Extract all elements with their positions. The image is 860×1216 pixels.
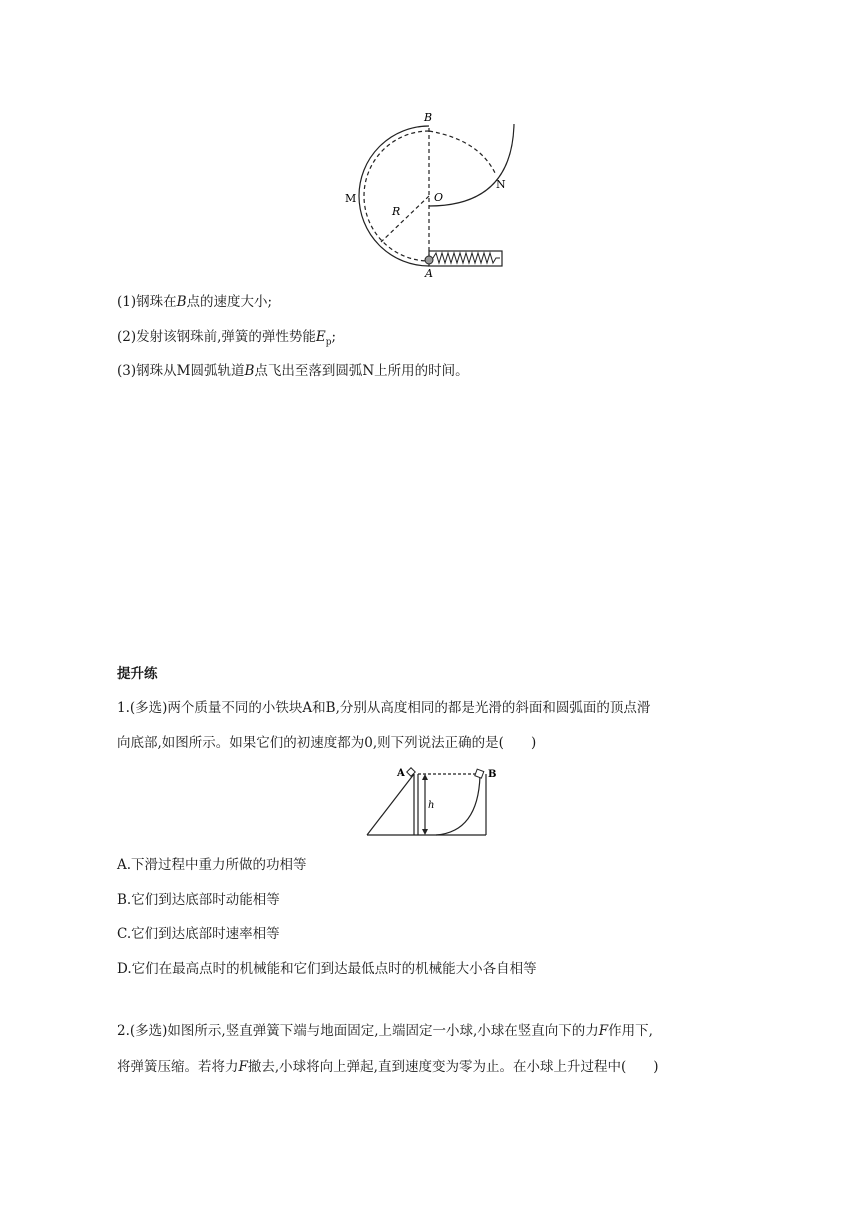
label-h: h — [428, 800, 435, 811]
option-d: D.它们在最高点时的机械能和它们到达最低点时的机械能大小各自相等 — [117, 961, 537, 977]
problem-2-line-1: 2.(多选)如图所示,竖直弹簧下端与地面固定,上端固定一小球,小球在竖直向下的力F作用下, — [117, 1023, 653, 1039]
section-heading: 提升练 — [117, 666, 158, 682]
label-b: B — [488, 769, 497, 780]
label-n: N — [496, 178, 506, 191]
arc-m — [359, 126, 429, 266]
label-a: A — [425, 267, 433, 280]
incline-diagram — [362, 764, 502, 840]
question-2: (2)发射该钢珠前,弹簧的弹性势能$E_p$; — [117, 329, 337, 348]
label-m: M — [345, 192, 357, 205]
track-diagram — [335, 105, 525, 285]
question-3: (3)钢珠从M圆弧轨道B点飞出至落到圆弧N上所用的时间。 — [117, 363, 469, 379]
problem-1-line-1: 1.(多选)两个质量不同的小铁块A和B,分别从高度相同的都是光滑的斜面和圆弧面的顶点滑 — [117, 700, 651, 716]
arrow-head-up — [422, 774, 428, 780]
incline-slope — [367, 774, 414, 835]
curved-surface — [436, 776, 480, 835]
dashed-radius — [381, 196, 429, 242]
option-b: B.它们到达底部时动能相等 — [117, 892, 280, 908]
dashed-trajectory — [429, 131, 496, 175]
steel-ball — [425, 256, 433, 264]
dashed-inner-arc — [364, 131, 429, 261]
problem-1-line-2: 向底部,如图所示。如果它们的初速度都为0,则下列说法正确的是( ) — [117, 735, 537, 751]
block-b — [475, 769, 484, 778]
problem-2-line-2: 将弹簧压缩。若将力F撤去,小球将向上弹起,直到速度变为零为止。在小球上升过程中( ) — [117, 1059, 659, 1075]
question-1: (1)钢珠在B点的速度大小; — [117, 294, 273, 310]
option-a: A.下滑过程中重力所做的功相等 — [117, 857, 307, 873]
label-b: B — [424, 111, 433, 124]
arrow-head-down — [422, 829, 428, 835]
spring — [433, 253, 500, 263]
option-c: C.它们到达底部时速率相等 — [117, 926, 280, 942]
label-a: A — [397, 768, 405, 779]
label-o: O — [434, 191, 444, 204]
label-r: R — [392, 205, 401, 218]
